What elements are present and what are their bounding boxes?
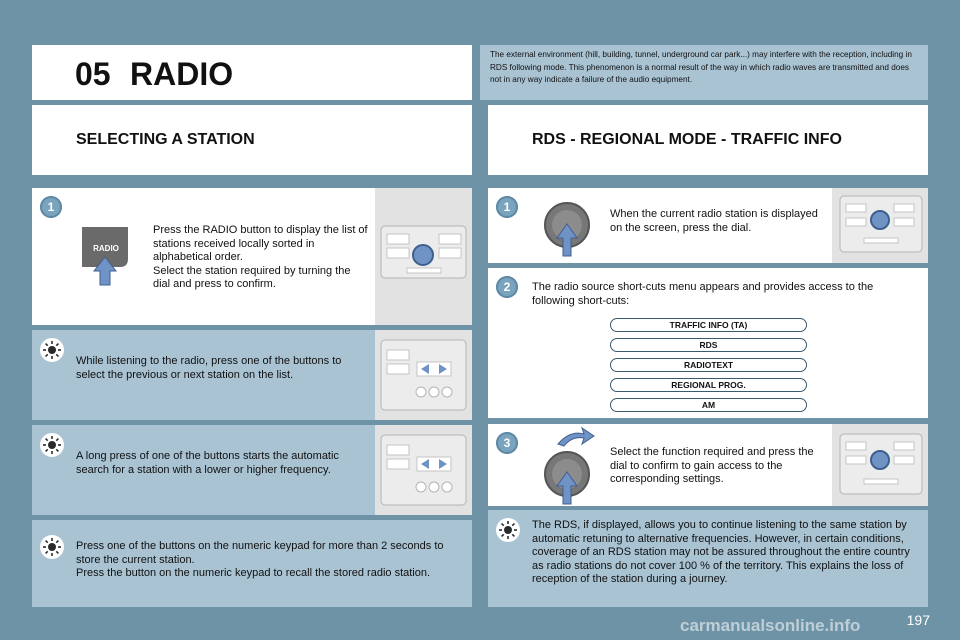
radio-unit-illustration [375,188,472,325]
dial-illustration [832,188,928,263]
section-header-left [32,105,472,175]
step-2-badge: 2 [496,276,518,298]
chapter-title: RADIO [130,56,234,92]
sun-tip-icon [40,433,64,457]
shortcut-regional-prog[interactable]: REGIONAL PROG. [610,378,807,392]
step-3-badge: 3 [496,432,518,454]
radio-button-icon [80,225,130,287]
left-step1-text: Press the RADIO button to display the list of stations received locally sorted in alphabetical order. Select the station required by turning the dial and press to confirm. [153,224,368,290]
right-step1-text: When the current radio station is displayed on the screen, press the dial. [610,208,818,234]
tip3-text: Press one of the buttons on the numeric keypad for more than 2 seconds to store the current station. Press the button on the numeric keypad to recall the stored radio station. [76,540,444,579]
shortcut-traffic-info[interactable]: TRAFFIC INFO (TA) [610,318,807,332]
sun-tip-icon [40,535,64,559]
dial-rotate-press-icon [540,424,600,506]
radio-button-label: RADIO [93,244,119,253]
tip1-text: While listening to the radio, press one of the buttons to select the previous or next station on the list. [76,355,342,381]
radio-unit-illustration-2 [375,330,472,420]
page-number: 197 [906,612,930,628]
dial-illustration-2 [832,424,928,506]
radio-unit-illustration-3 [375,425,472,515]
section-title-selecting-station: SELECTING A STATION [76,131,255,148]
header-note: The external environment (hill, building, tunnel, underground car park...) may interfere with the reception, including in RDS following mode. This phenomenon is a normal result of the way in which radio waves are transmitted and does not in any way indicate a failure of the audio equipment. [490,50,912,84]
shortcut-rds[interactable]: RDS [610,338,807,352]
tip2-text: A long press of one of the buttons starts the automatic search for a station with a lower or higher frequency. [76,450,339,476]
shortcut-am[interactable]: AM [610,398,807,412]
dial-press-icon [542,200,592,258]
right-step3-text: Select the function required and press the dial to confirm to gain access to the corresponding settings. [610,446,814,485]
sun-tip-icon [40,338,64,362]
step-1-badge: 1 [40,196,62,218]
right-step2-text: The radio source short-cuts menu appears and provides access to the following short-cuts: [532,281,874,307]
chapter-number: 05 [75,56,111,92]
step-1-badge: 1 [496,196,518,218]
rds-tip-text: The RDS, if displayed, allows you to continue listening to the same station by automatic retuning to alternative frequencies. However, in certain conditions, coverage of an RDS station may not be assured throughout the entire country as radio stations do not cover 100 % of the territory. This explains the loss of reception of the station during a journey. [532,519,910,585]
section-title-rds: RDS - REGIONAL MODE - TRAFFIC INFO [532,131,842,148]
shortcut-radiotext[interactable]: RADIOTEXT [610,358,807,372]
section-header-right [488,105,928,175]
watermark: carmanualsonline.info [680,616,861,635]
sun-tip-icon [496,518,520,542]
